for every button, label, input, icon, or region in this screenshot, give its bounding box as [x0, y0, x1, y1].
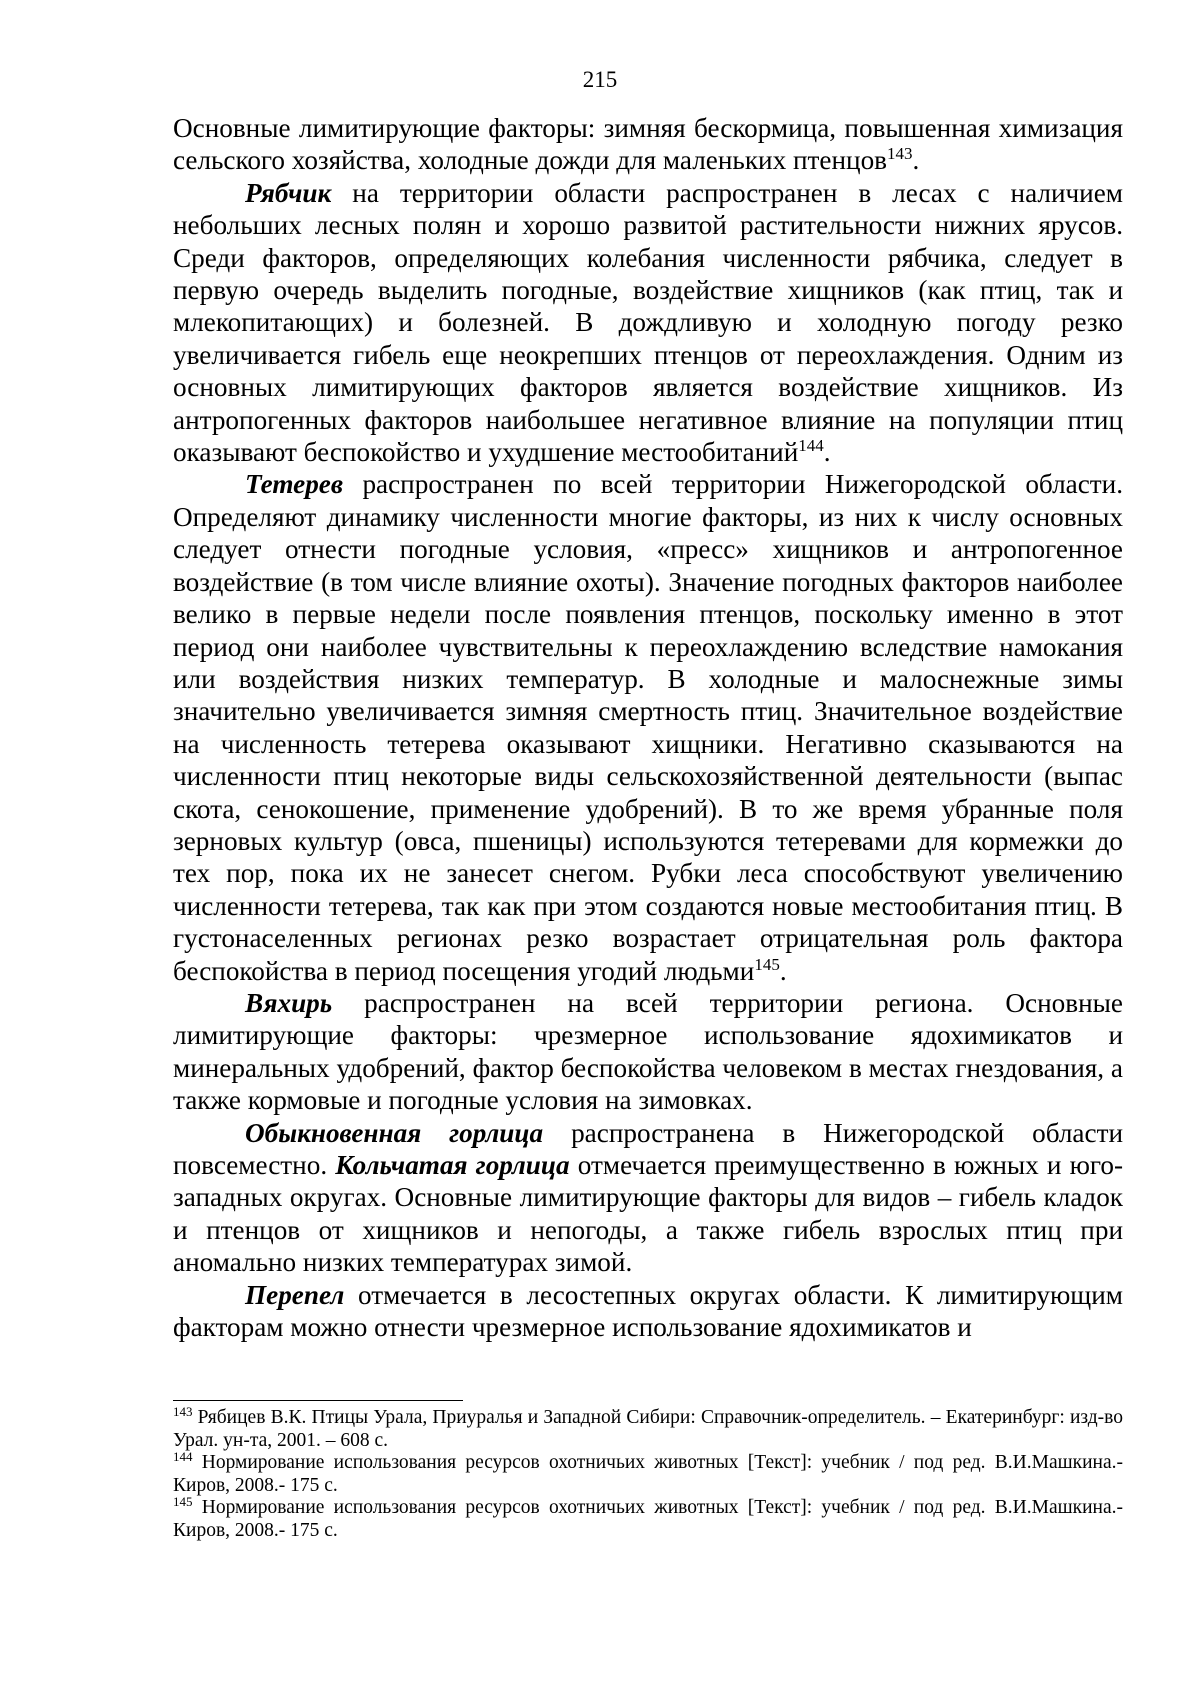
paragraph-text: распространен по всей территории Нижегородской области. Определяют динамику численности многие факторы, из них к числу основных следует отнести погодные условия, «пресс» хищников и антропогенное воздействие (в том числе влияние охоты). Значение погодных факторов наиболее велико в первые недели после появления птенцов, поскольку именно в этот период они наиболее чувствительны к переохлаждению вследствие намокания или воздействия низких температур. В холодные и малоснежные зимы значительно увеличивается зимняя смертность птиц. Значительное воздействие на численность тетерева оказывают хищники. Негативно сказываются на численности птиц некоторые виды сельскохозяйственной деятельности (выпас скота, сенокошение, применение удобрений). В то же время убранные поля зерновых культур (овса, пшеницы) используются тетеревами для кормежки до тех пор, пока их не занесет снегом. Рубки леса способствуют увеличению численности тетерева, так как при этом создаются новые местообитания птиц. В густонаселенных регионах резко возрастает отрицательная роль фактора беспокойства в период посещения угодий людьми	[173, 469, 1123, 986]
footnote-reference: 143	[887, 144, 913, 164]
footnote-text: Рябицев В.К. Птицы Урала, Приуралья и Западной Сибири: Справочник-определитель. – Екатеринбург: изд-во Урал. ун-та, 2001. – 608 с.	[173, 1407, 1123, 1451]
paragraph-text: отмечается преимущественно в южных и юго-западных округах. Основные лимитирующие факторы для видов – гибель кладок и птенцов от хищников и непогоды, а также гибель взрослых птиц при аномально низких температурах зимой.	[173, 1150, 1124, 1278]
species-term: Рябчик	[245, 177, 332, 208]
footnote-mark: 145	[173, 1494, 193, 1510]
page-number: 215	[582, 67, 618, 92]
paragraph-text: .	[823, 437, 831, 468]
species-term: Перепел	[245, 1279, 345, 1310]
paragraph-text: распространен на всей территории региона. Основные лимитирующие факторы: чрезмерное использование ядохимикатов и минеральных удобрений, фактор беспокойства человеком в местах гнездования, а также кормовые и погодные условия на зимовках.	[173, 987, 1123, 1116]
paragraph	[173, 1117, 1123, 1279]
paragraph-text: отмечается в лесостепных округах области. К лимитирующим факторам можно отнести чрезмерное использование ядохимикатов и	[173, 1279, 1123, 1343]
paragraph-text: .	[779, 955, 787, 986]
paragraph-text: распространена в Нижегородской области повсеместно.	[173, 1117, 1123, 1180]
footnote-mark: 144	[173, 1449, 193, 1465]
paragraph-text: .	[912, 145, 920, 176]
footnote	[173, 1449, 1123, 1497]
paragraph-text: Основные лимитирующие факторы: зимняя бескормица, повышенная химизация сельского хозяйства, холодные дожди для маленьких птенцов	[173, 113, 1123, 176]
body-text	[173, 112, 1123, 1343]
species-term: Тетерев	[245, 469, 343, 500]
footnote-reference: 145	[754, 954, 780, 974]
species-term: Вяхирь	[245, 987, 333, 1018]
paragraph-text: на территории области распространен в лесах с наличием небольших лесных полян и хорошо развитой растительности нижних ярусов. Среди факторов, определяющих колебания численности рябчика, следует в первую очередь выделить погодные, воздействие хищников (как птиц, так и млекопитающих) и болезней. В дождливую и холодную погоду резко увеличивается гибель еще неокрепших птенцов от переохлаждения. Одним из основных лимитирующих факторов является воздействие хищников. Из антропогенных факторов наибольшее негативное влияние на популяции птиц оказывают беспокойство и ухудшение местообитаний	[173, 177, 1123, 468]
footnotes	[173, 1404, 1123, 1543]
paragraph	[173, 177, 1123, 469]
footnote-reference: 144	[798, 436, 824, 456]
paragraph	[173, 112, 1123, 177]
species-term: Обыкновенная горлица	[245, 1117, 544, 1148]
footnote	[173, 1404, 1123, 1452]
footnote-text: Нормирование использования ресурсов охотничьих животных [Текст]: учебник / под ред. В.И.Машкина.- Киров, 2008.- 175 с.	[173, 1497, 1123, 1541]
footnote-separator	[173, 1400, 463, 1401]
footnote	[173, 1494, 1123, 1542]
species-term: Кольчатая горлица	[335, 1150, 570, 1180]
paragraph	[173, 987, 1123, 1117]
paragraph	[173, 468, 1123, 987]
footnote-mark: 143	[173, 1404, 193, 1419]
paragraph	[173, 1279, 1123, 1344]
footnote-text: Нормирование использования ресурсов охотничьих животных [Текст]: учебник / под ред. В.И.Машкина.- Киров, 2008.- 175 с.	[173, 1452, 1123, 1496]
